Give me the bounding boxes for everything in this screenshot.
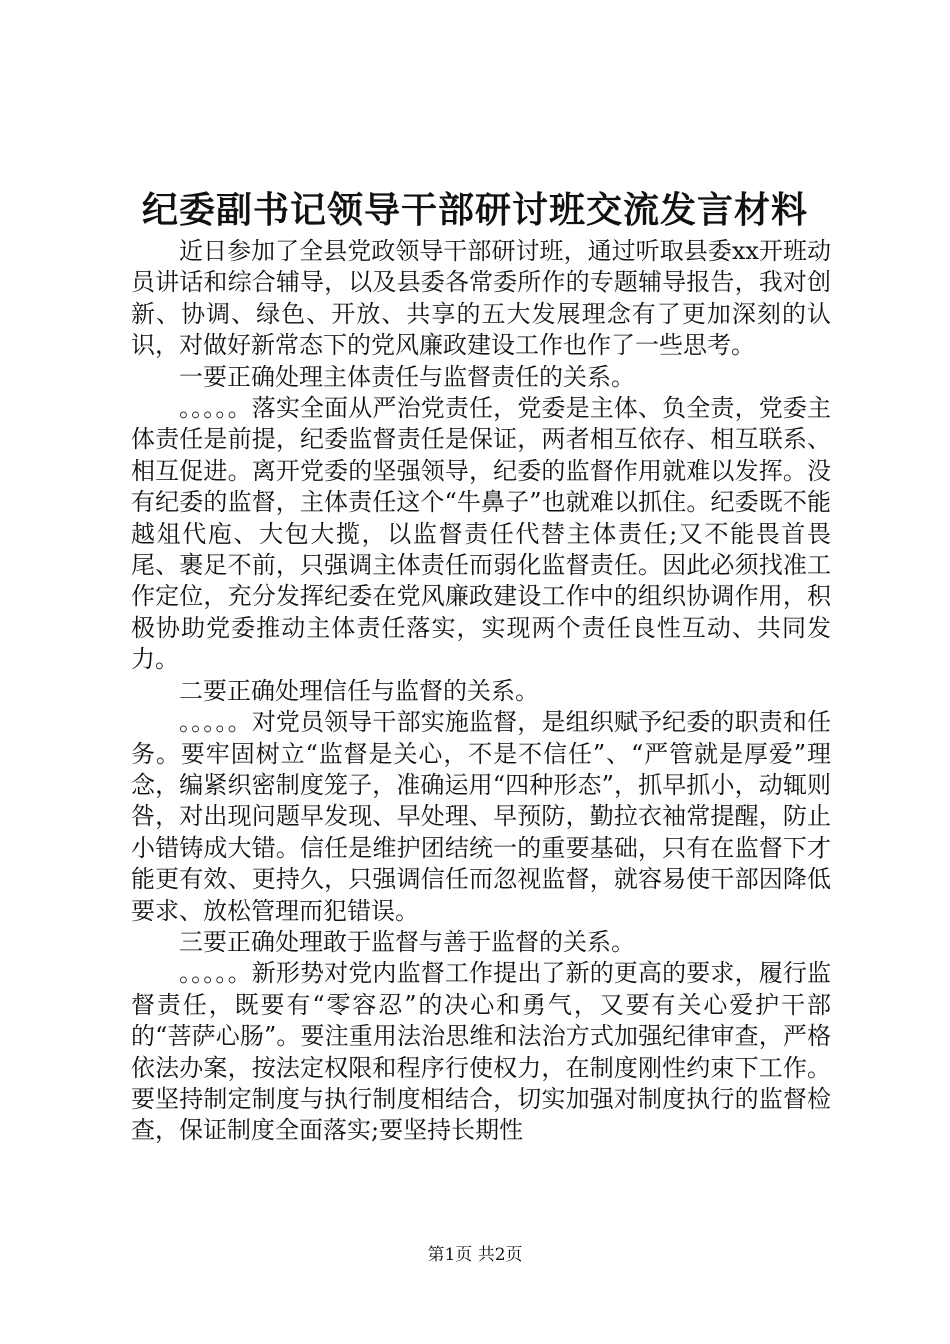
page-number-footer: 第1页 共2页	[427, 1245, 523, 1265]
paragraph-point-three: 。。。。。新形势对党内监督工作提出了新的更高的要求，履行监督责任，既要有“零容忍”的决心和勇气，又要有关心爱护干部的“菩萨心肠”。要注重用法治思维和法治方式加强纪律审查，严格依法办案，按法定权限和程序行使权力，在制度刚性约束下工作。要坚持制定制度与执行制度相结合，切实加强对制度执行的监督检查，保证制度全面落实;要坚持长期性	[131, 959, 831, 1145]
paragraph-point-one: 。。。。。落实全面从严治党责任，党委是主体、负全责，党委主体责任是前提，纪委监督责任是保证，两者相互依存、相互联系、相互促进。离开党委的坚强领导，纪委的监督作用就难以发挥。没有纪委的监督，主体责任这个“牛鼻子”也就难以抓住。纪委既不能越俎代庖、大包大揽，以监督责任代替主体责任;又不能畏首畏尾、裹足不前，只强调主体责任而弱化监督责任。因此必须找准工作定位，充分发挥纪委在党风廉政建设工作中的组织协调作用，积极协助党委推动主体责任落实，实现两个责任良性互动、共同发力。	[131, 394, 831, 674]
heading-point-one: 一要正确处理主体责任与监督责任的关系。	[179, 362, 635, 391]
paragraph-point-two: 。。。。。对党员领导干部实施监督，是组织赋予纪委的职责和任务。要牢固树立“监督是关心，不是不信任”、“严管就是厚爱”理念，编紧织密制度笼子，准确运用“四种形态”，抓早抓小，动辄则咎，对出现问题早发现、早处理、早预防，勤拉衣袖常提醒，防止小错铸成大错。信任是维护团结统一的重要基础，只有在监督下才能更有效、更持久，只强调信任而忽视监督，就容易使干部因降低要求、放松管理而犯错误。	[131, 708, 831, 925]
document-body	[131, 236, 831, 1147]
heading-point-two: 二要正确处理信任与监督的关系。	[179, 676, 539, 705]
heading-point-three: 三要正确处理敢于监督与善于监督的关系。	[179, 927, 635, 956]
document-title: 纪委副书记领导干部研讨班交流发言材料	[141, 189, 808, 231]
paragraph-intro: 近日参加了全县党政领导干部研讨班，通过听取县委xx开班动员讲话和综合辅导，以及县委各常委所作的专题辅导报告，我对创新、协调、绿色、开放、共享的五大发展理念有了更加深刻的认识，对做好新常态下的党风廉政建设工作也作了一些思考。	[131, 237, 831, 360]
